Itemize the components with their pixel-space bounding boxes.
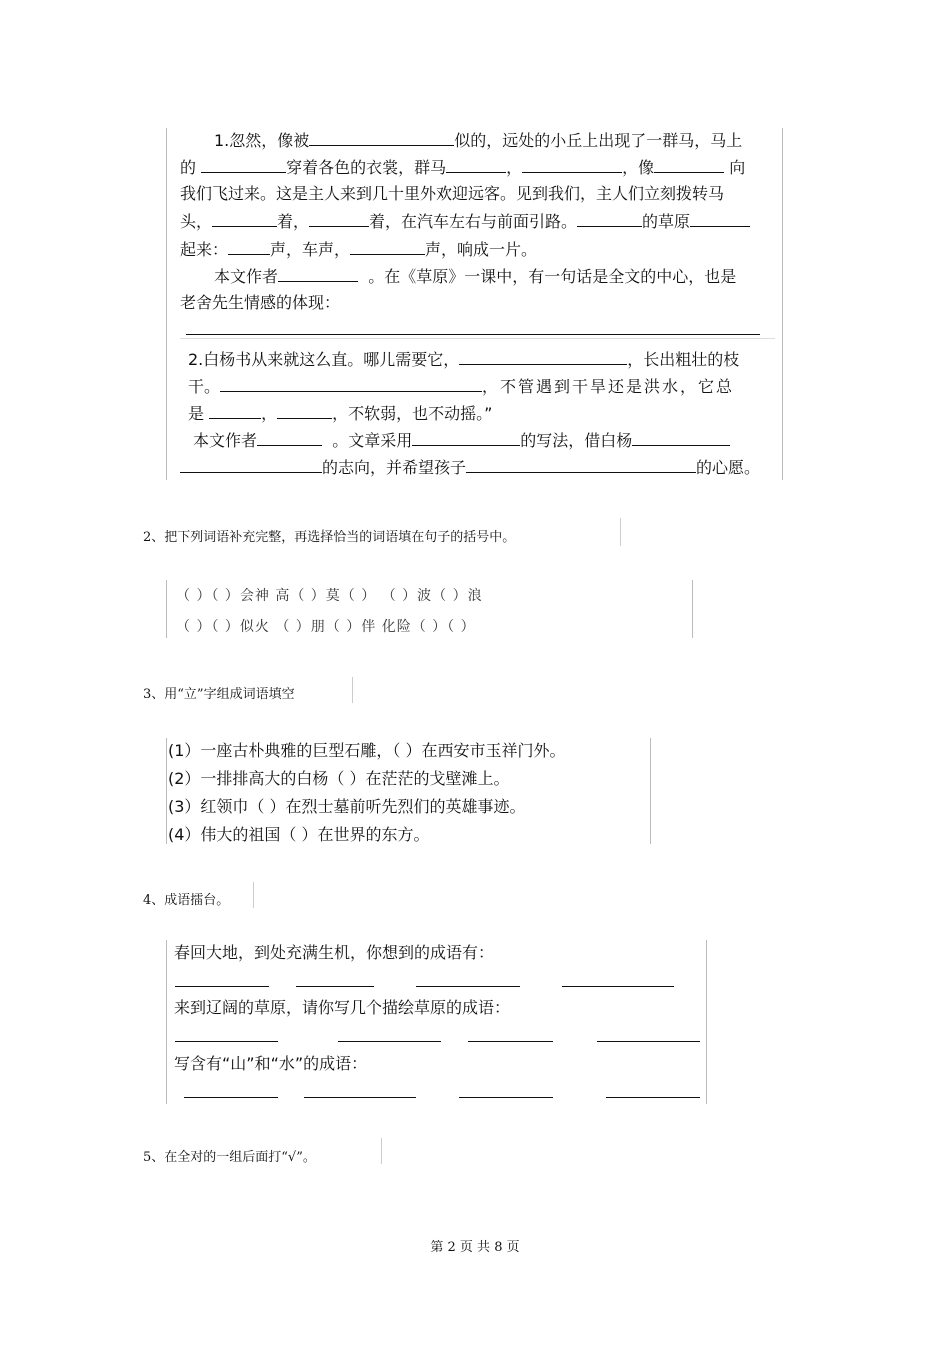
- blank[interactable]: [309, 131, 454, 146]
- passage2-line1: 2.白杨书从来就这么直。哪儿需要它， ，长出粗壮的枝: [188, 350, 740, 369]
- passage2-line5: 的志向，并希望孩子 的心愿。: [180, 458, 760, 477]
- blank[interactable]: [180, 458, 322, 473]
- blank[interactable]: [277, 404, 332, 419]
- answer-line[interactable]: [304, 1097, 416, 1098]
- answer-line[interactable]: [597, 1041, 700, 1042]
- page-number: 第 2 页 共 8 页: [430, 1240, 520, 1255]
- blank[interactable]: [209, 404, 261, 419]
- blank[interactable]: [446, 158, 506, 173]
- q3-item-2: (2）一排排高大的白杨（ ）在茫茫的戈壁滩上。: [168, 769, 510, 788]
- answer-line[interactable]: [175, 986, 269, 987]
- passage1-line4: 头， 着， 着，在汽车左右与前面引路。 的草原: [180, 212, 750, 231]
- q4-prompt-2: 来到辽阔的草原，请你写几个描绘草原的成语：: [174, 998, 511, 1017]
- divider: [253, 882, 254, 908]
- blank[interactable]: [412, 431, 520, 446]
- answer-line[interactable]: [606, 1097, 700, 1098]
- blank[interactable]: [309, 212, 369, 227]
- answer-line[interactable]: [175, 1041, 278, 1042]
- divider: [352, 677, 353, 703]
- divider: [180, 338, 775, 339]
- passage2-line3: 是 ， ，不软弱，也不动摇。”: [188, 404, 493, 423]
- blank[interactable]: [466, 458, 696, 473]
- passage1-line2: 的 穿着各色的衣裳，群马 ， ，像 向: [180, 158, 746, 177]
- blank[interactable]: [654, 158, 724, 173]
- q4-prompt-3: 写含有“山”和“水”的成语：: [174, 1054, 368, 1073]
- question-2-heading: 2、把下列词语补充完整，再选择恰当的词语填在句子的括号中。: [143, 530, 516, 545]
- blank[interactable]: [459, 350, 627, 365]
- passage1-line7: 老舍先生情感的体现：: [180, 293, 341, 312]
- q4-prompt-1: 春回大地，到处充满生机，你想到的成语有：: [174, 943, 495, 962]
- passage1-line5: 起来： 声，车声， 声，响成一片。: [180, 240, 538, 259]
- answer-line[interactable]: [468, 1041, 553, 1042]
- question-4-heading: 4、成语擂台。: [143, 893, 230, 908]
- blank[interactable]: [690, 212, 750, 227]
- blank[interactable]: [220, 377, 482, 392]
- passage1-line1: 1.忽然，像被 似的，远处的小丘上出现了一群马，马上: [214, 131, 743, 150]
- passage2-line4: 本文作者 。文章采用 的写法，借白杨: [193, 431, 730, 450]
- question-5-heading: 5、在全对的一组后面打“√”。: [143, 1150, 316, 1165]
- answer-line[interactable]: [562, 986, 674, 987]
- blank[interactable]: [257, 431, 322, 446]
- divider: [620, 518, 621, 546]
- passage2-line2: 干。 ，不管遇到干旱还是洪水，它总: [188, 377, 735, 396]
- q3-item-4: (4）伟大的祖国（ ）在世界的东方。: [168, 825, 430, 844]
- q3-item-3: (3）红领巾（ ）在烈士墓前听先烈们的英雄事迹。: [168, 797, 526, 816]
- blank[interactable]: [212, 212, 277, 227]
- blank[interactable]: [278, 267, 358, 282]
- idiom-box: [166, 940, 707, 1104]
- blank[interactable]: [632, 431, 730, 446]
- blank[interactable]: [228, 240, 270, 255]
- answer-line[interactable]: [186, 334, 760, 335]
- q3-item-1: (1）一座古朴典雅的巨型石雕，（ ）在西安市玉祥门外。: [168, 741, 566, 760]
- blank[interactable]: [577, 212, 642, 227]
- question-3-heading: 3、用“立”字组成词语填空: [143, 687, 295, 702]
- answer-line[interactable]: [459, 1097, 553, 1098]
- divider: [381, 1138, 382, 1164]
- word-row-1: （ ）（ ）会神 高（ ）莫（ ） （ ）波（ ）浪: [176, 588, 483, 604]
- passage1-line6: 本文作者 。在《草原》一课中，有一句话是全文的中心，也是: [214, 267, 737, 286]
- blank[interactable]: [201, 158, 286, 173]
- answer-line[interactable]: [416, 986, 520, 987]
- answer-line[interactable]: [184, 1097, 278, 1098]
- answer-line[interactable]: [296, 986, 374, 987]
- blank[interactable]: [350, 240, 425, 255]
- passage1-line3: 我们飞过来。这是主人来到几十里外欢迎远客。见到我们，主人们立刻拨转马: [180, 184, 725, 203]
- answer-line[interactable]: [338, 1041, 441, 1042]
- blank[interactable]: [522, 158, 622, 173]
- word-row-2: （ ）（ ）似火 （ ）朋（ ）伴 化险（ ）（ ）: [176, 619, 476, 635]
